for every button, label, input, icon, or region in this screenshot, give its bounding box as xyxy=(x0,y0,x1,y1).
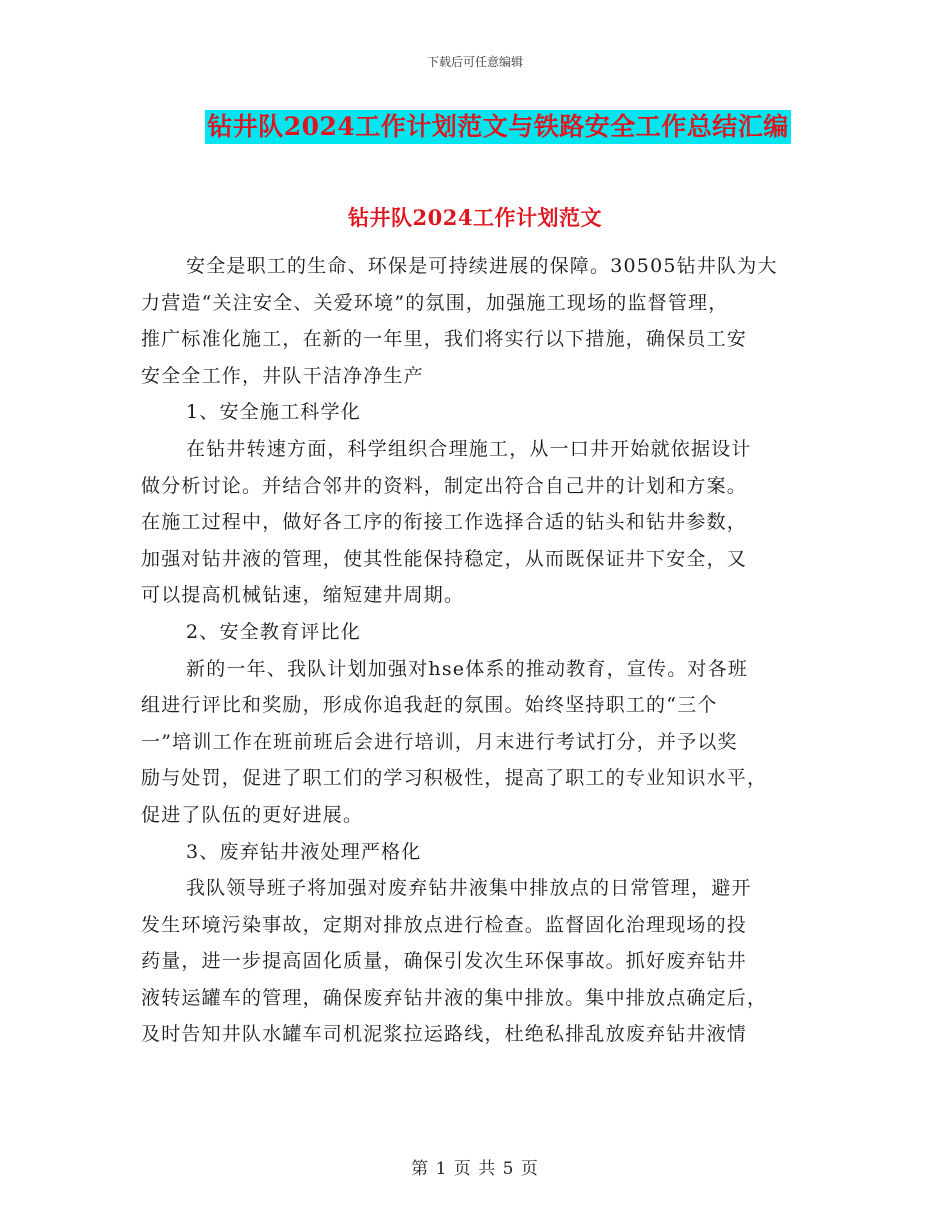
body-line: 力营造“关注安全、关爱环境”的氛围，加强施工现场的监督管理， xyxy=(141,291,729,314)
body-line: 药量，进一步提高固化质量，确保引发次生环保事故。抓好废弃钻井 xyxy=(141,950,748,973)
body-line: 推广标准化施工，在新的一年里，我们将实行以下措施，确保员工安 xyxy=(141,328,748,351)
section-title: 钻井队2024工作计划范文 xyxy=(348,205,602,230)
document-title: 钻井队2024工作计划范文与铁路安全工作总结汇编 xyxy=(205,110,791,144)
body-line: 安全全工作，井队干洁净净生产 xyxy=(141,364,424,387)
body-line: 促进了队伍的更好进展。 xyxy=(141,803,364,826)
body-line: 新的一年、我队计划加强对hse体系的推动教育，宣传。对各班 xyxy=(186,657,749,680)
body-line: 在钻井转速方面，科学组织合理施工，从一口井开始就依据设计 xyxy=(186,437,752,460)
body-line: 液转运罐车的管理，确保废弃钻井液的集中排放。集中排放点确定后， xyxy=(141,986,768,1009)
body-line: 1、安全施工科学化 xyxy=(186,401,361,424)
body-line: 在施工过程中，做好各工序的衔接工作选择合适的钻头和钻井参数， xyxy=(141,511,748,534)
body-line: 发生环境污染事故，定期对排放点进行检查。监督固化治理现场的投 xyxy=(141,913,748,936)
body-line: 安全是职工的生命、环保是可持续进展的保障。30505钻井队为大 xyxy=(186,255,778,277)
document-body xyxy=(141,248,811,1053)
body-line: 组进行评比和奖励，形成你追我赶的氛围。始终坚持职工的“三个 xyxy=(141,694,718,717)
body-line: 可以提高机械钻速，缩短建井周期。 xyxy=(141,584,465,607)
body-line: 加强对钻井液的管理，使其性能保持稳定，从而既保证井下安全，又 xyxy=(141,547,748,570)
body-line: 我队领导班子将加强对废弃钻井液集中排放点的日常管理，避开 xyxy=(186,877,752,900)
page-number: 第 1 页 共 5 页 xyxy=(411,1159,539,1179)
body-line: 及时告知井队水罐车司机泥浆拉运路线，杜绝私排乱放废弃钻井液情 xyxy=(141,1023,748,1046)
body-line: 2、安全教育评比化 xyxy=(186,620,361,643)
body-line: 励与处罚，促进了职工们的学习积极性，提高了职工的专业知识水平， xyxy=(141,767,768,790)
body-line: 3、废弃钻井液处理严格化 xyxy=(186,840,422,863)
page-header-note: 下载后可任意编辑 xyxy=(426,55,523,69)
document-title-container xyxy=(0,110,950,144)
body-line: 一”培训工作在班前班后会进行培训，月末进行考试打分，并予以奖 xyxy=(141,730,738,753)
body-line: 做分析讨论。并结合邻井的资料，制定出符合自己井的计划和方案。 xyxy=(141,474,748,497)
